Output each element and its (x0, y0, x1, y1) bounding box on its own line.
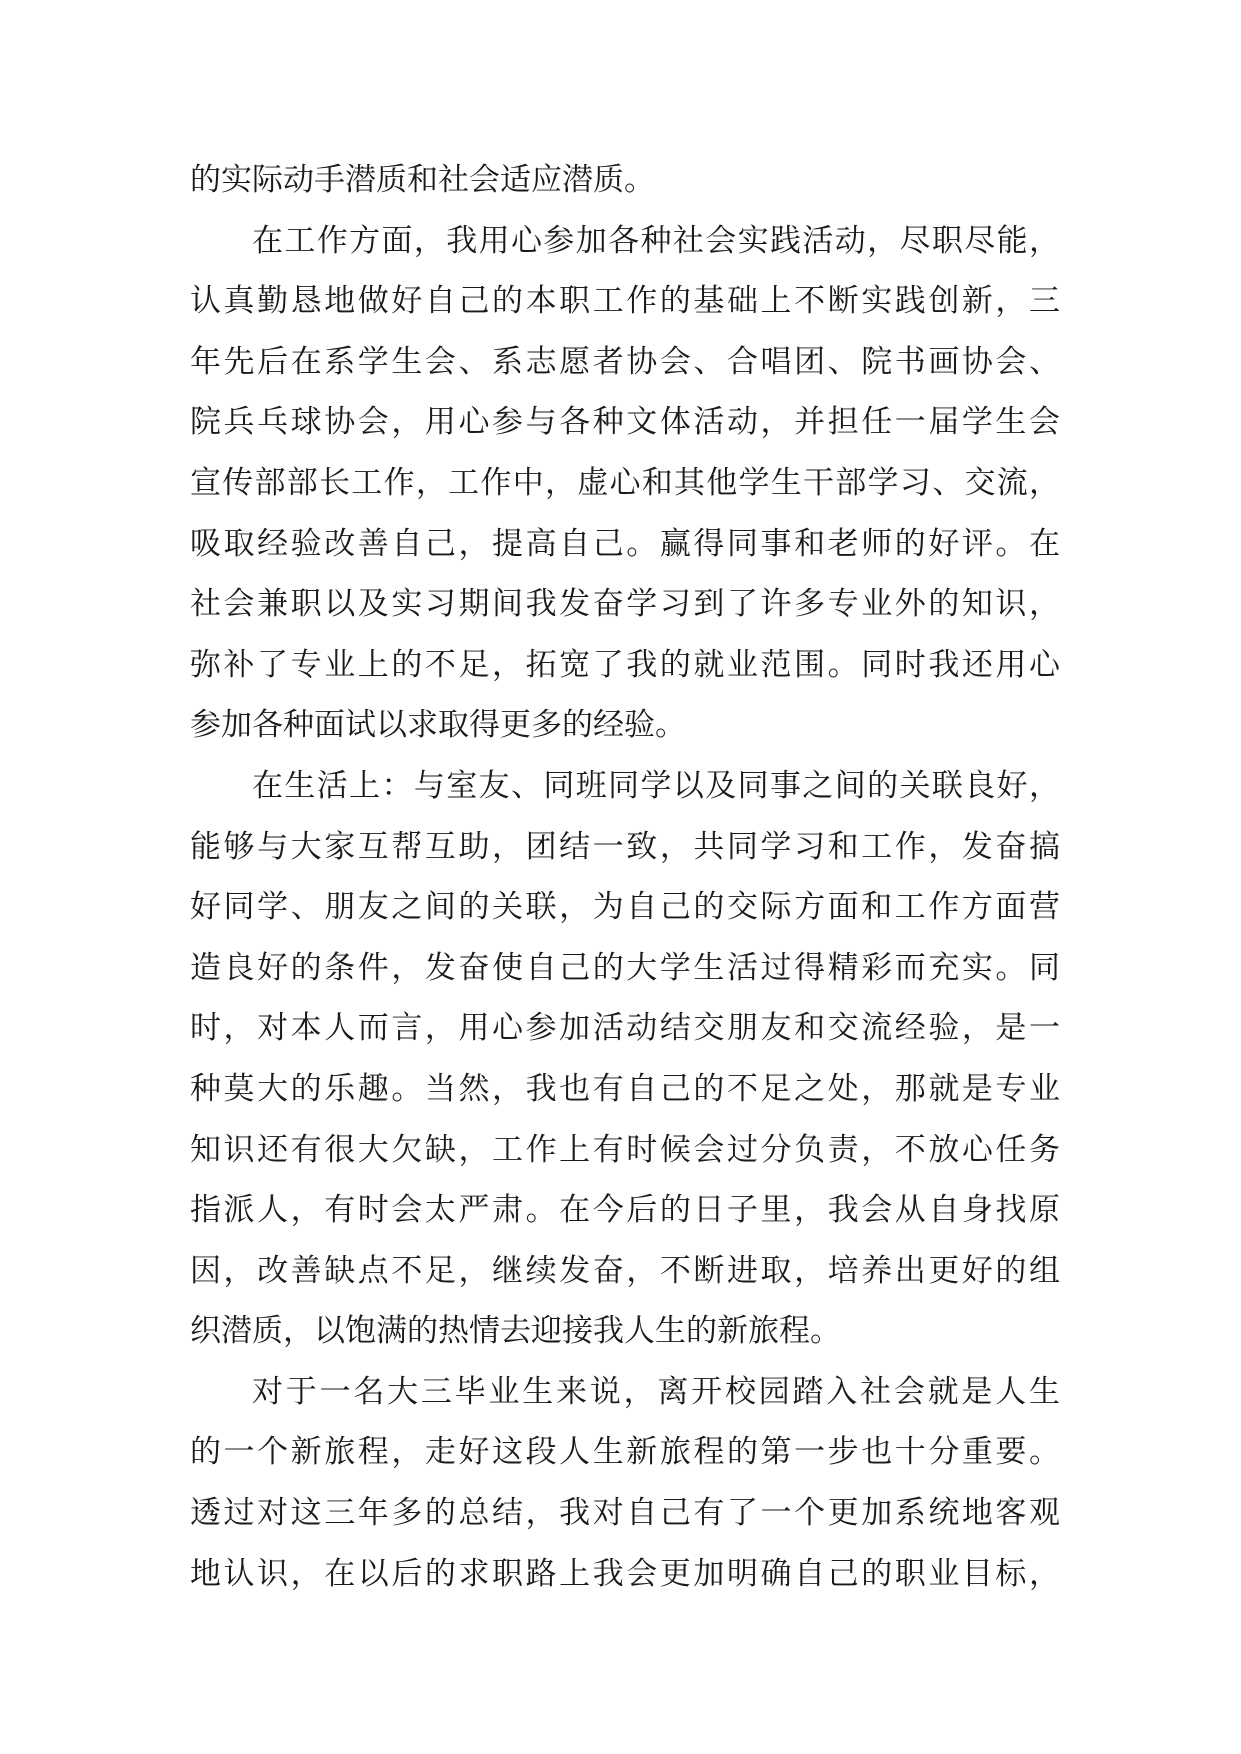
text-line: 造良好的条件，发奋使自己的大学生活过得精彩而充实。同 (190, 949, 1060, 986)
text-line: 认真勤恳地做好自己的本职工作的基础上不断实践创新，三 (190, 283, 1060, 320)
text-line: 院兵乓球协会，用心参与各种文体活动，并担任一届学生会 (190, 404, 1060, 441)
text-line: 在工作方面，我用心参加各种社会实践活动，尽职尽能， (252, 222, 1060, 259)
text-line: 的一个新旅程，走好这段人生新旅程的第一步也十分重要。 (190, 1434, 1060, 1471)
text-line: 因，改善缺点不足，继续发奋，不断进取，培养出更好的组 (190, 1252, 1060, 1289)
text-line: 年先后在系学生会、系志愿者协会、合唱团、院书画协会、 (190, 343, 1060, 380)
text-line: 吸取经验改善自己，提高自己。赢得同事和老师的好评。在 (190, 525, 1060, 562)
text-line: 地认识，在以后的求职路上我会更加明确自己的职业目标， (190, 1555, 1060, 1592)
text-line: 透过对这三年多的总结，我对自己有了一个更加系统地客观 (190, 1495, 1060, 1532)
text-line: 对于一名大三毕业生来说，离开校园踏入社会就是人生 (252, 1373, 1060, 1410)
text-line: 时，对本人而言，用心参加活动结交朋友和交流经验，是一 (190, 1010, 1060, 1047)
text-line: 织潜质，以饱满的热情去迎接我人生的新旅程。 (190, 1313, 841, 1350)
text-line: 好同学、朋友之间的关联，为自己的交际方面和工作方面营 (190, 889, 1060, 926)
text-line: 弥补了专业上的不足，拓宽了我的就业范围。同时我还用心 (190, 646, 1060, 683)
text-line: 社会兼职以及实习期间我发奋学习到了许多专业外的知识， (190, 586, 1060, 623)
text-line: 宣传部部长工作，工作中，虚心和其他学生干部学习、交流， (190, 464, 1060, 501)
text-line: 知识还有很大欠缺，工作上有时候会过分负责，不放心任务 (190, 1131, 1060, 1168)
text-line: 指派人，有时会太严肃。在今后的日子里，我会从自身找原 (190, 1192, 1060, 1229)
text-line: 参加各种面试以求取得更多的经验。 (190, 707, 686, 744)
text-line: 能够与大家互帮互助，团结一致，共同学习和工作，发奋搞 (190, 828, 1060, 865)
text-line: 种莫大的乐趣。当然，我也有自己的不足之处，那就是专业 (190, 1070, 1060, 1107)
text-line: 的实际动手潜质和社会适应潜质。 (190, 162, 655, 198)
text-line: 在生活上：与室友、同班同学以及同事之间的关联良好， (252, 767, 1060, 804)
document-body (190, 150, 1060, 1604)
